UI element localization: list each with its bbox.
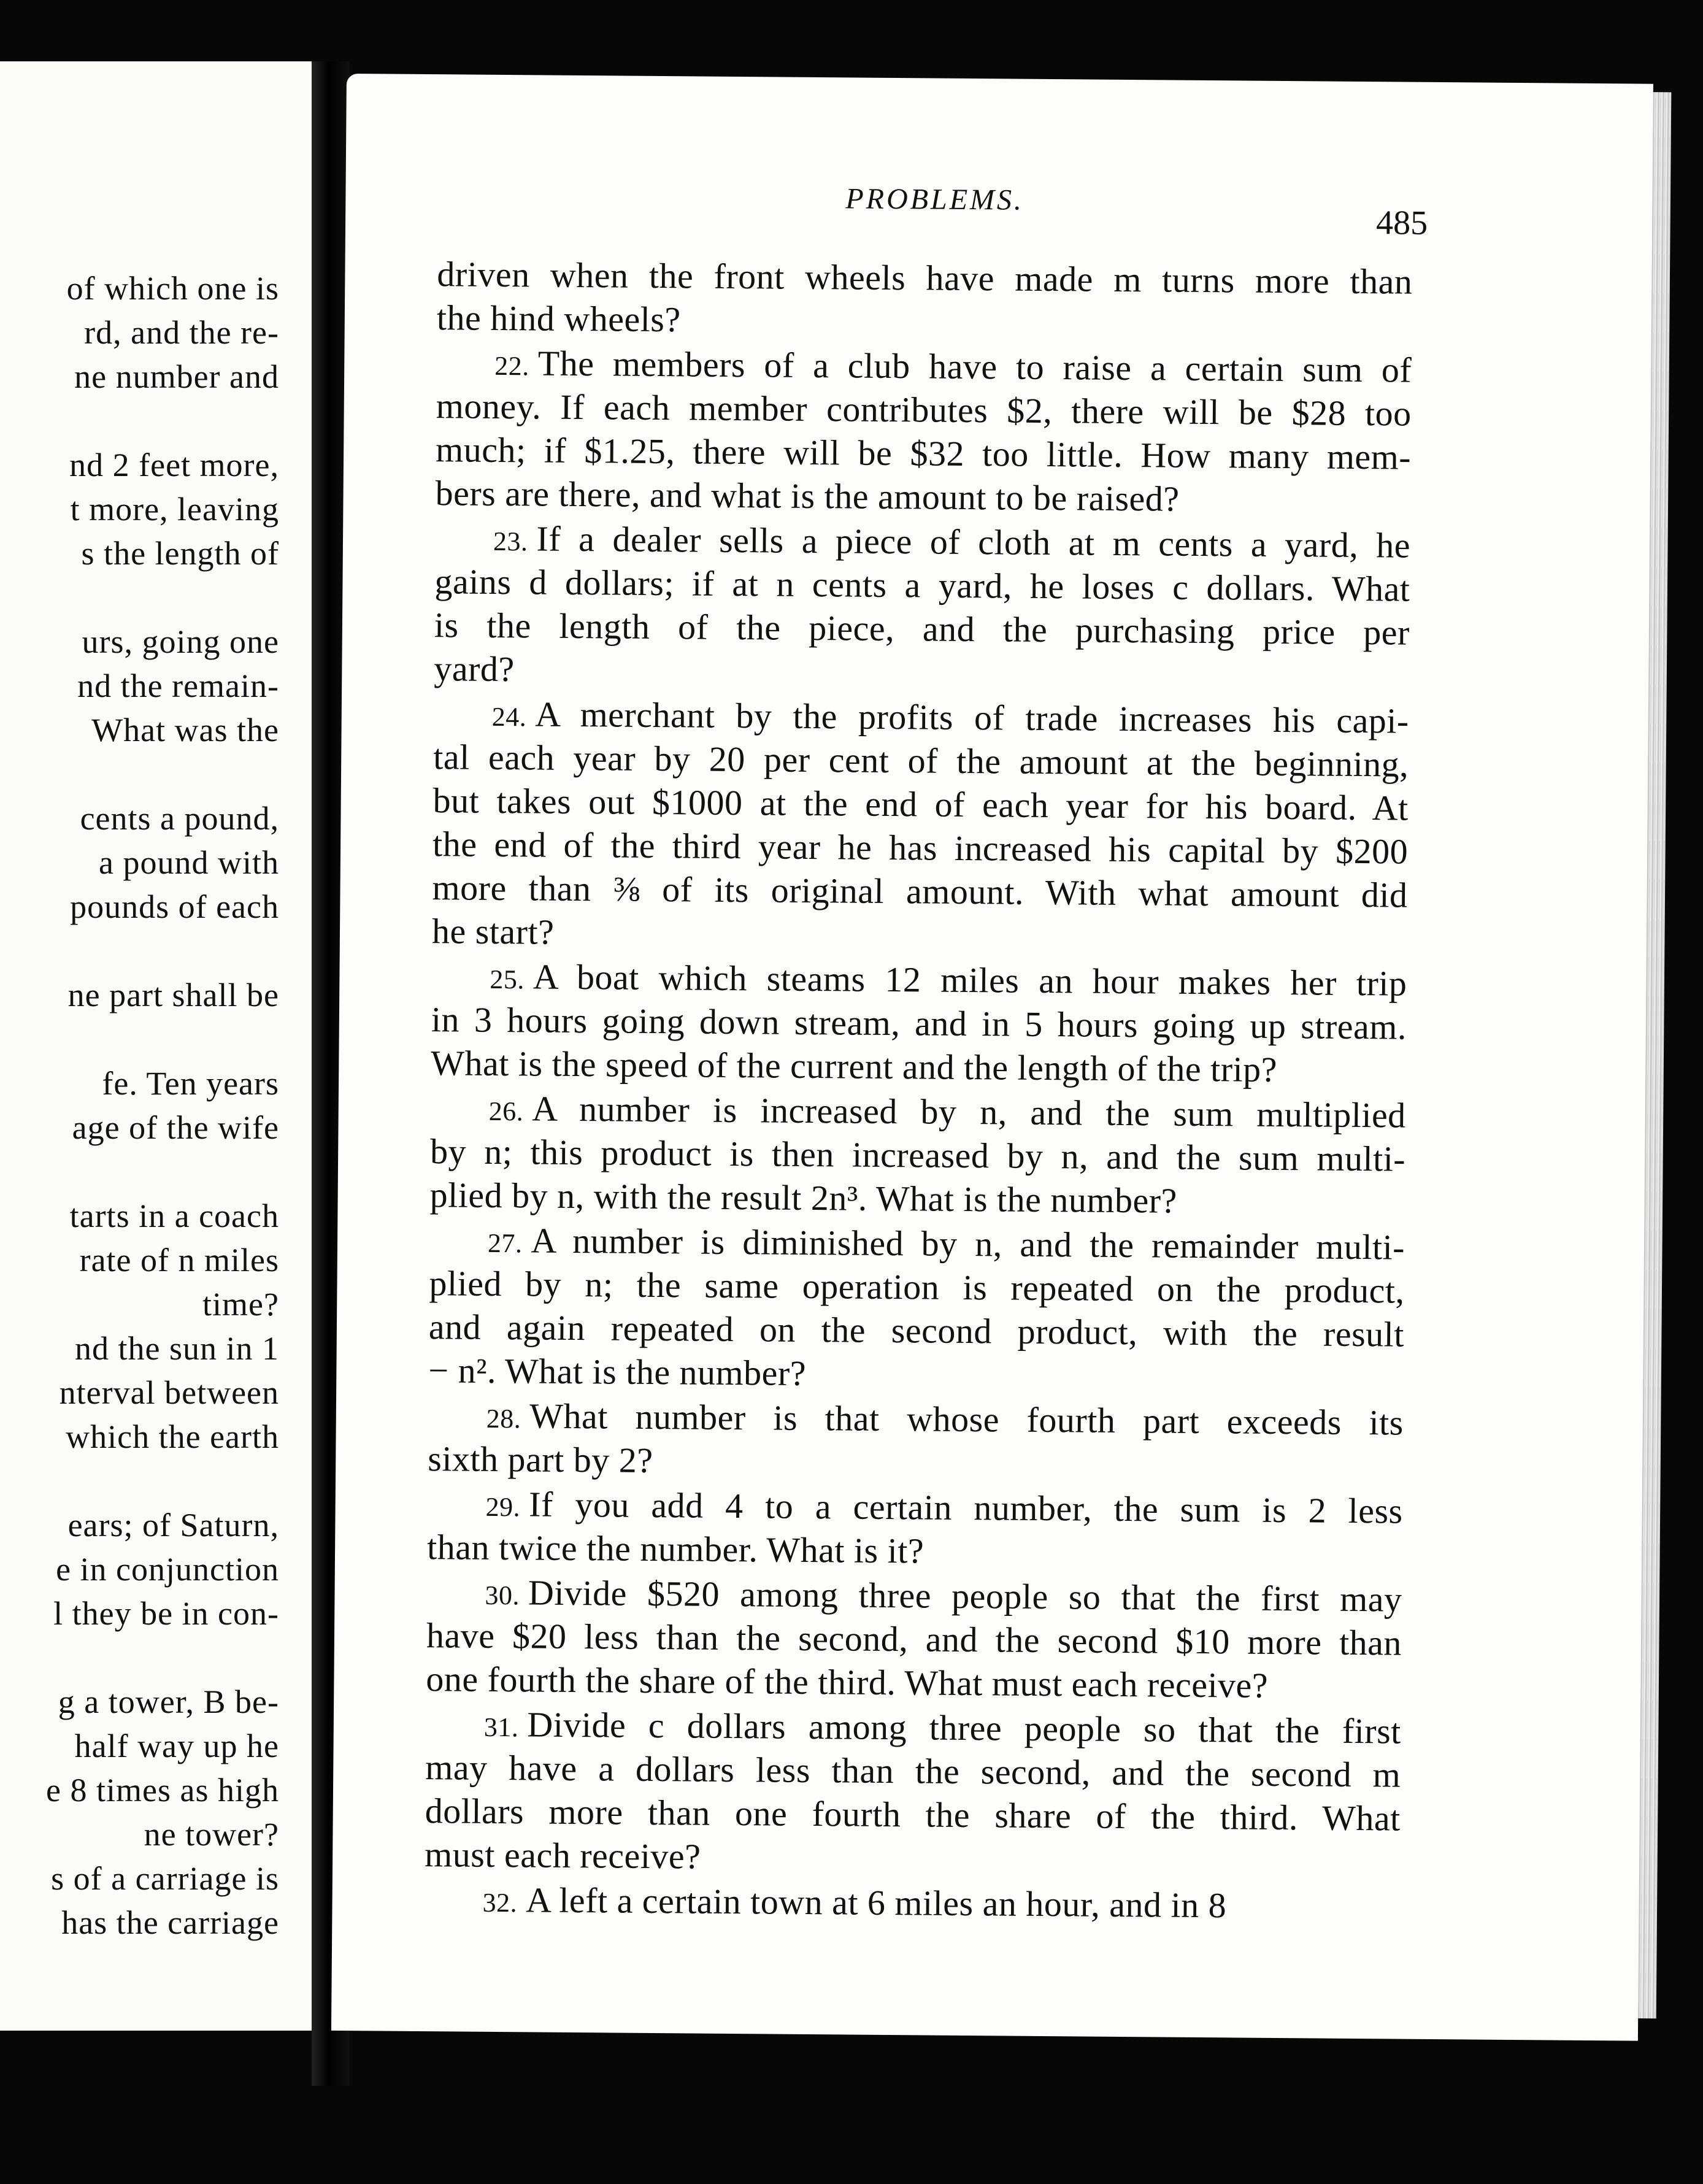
left-page-line: fe. Ten years: [102, 1065, 279, 1102]
left-page-line: a pound with: [99, 844, 279, 881]
problem-text: A number is increased by n, and the sum multiplied: [532, 1088, 1406, 1136]
left-page-line: e in conjunction: [56, 1551, 279, 1588]
problem: [427, 1482, 1403, 1576]
problem-text: have $20 less than the second, and the second $10 more than: [426, 1615, 1402, 1663]
left-page-line: tarts in a coach: [69, 1198, 279, 1234]
problem-line: [425, 1832, 1401, 1883]
problem-text: plied by n; the same operation is repeated on the product,: [429, 1263, 1405, 1311]
problem: [424, 1877, 1400, 1928]
left-page-line: ne part shall be: [67, 977, 279, 1013]
problem-line: [434, 647, 1410, 698]
problem-text: tal each year by 20 per cent of the amount at the beginning,: [433, 737, 1409, 785]
problem-text: The members of a club have to raise a certain sum of: [537, 343, 1412, 390]
left-page-line: g a tower, B be-: [58, 1683, 279, 1720]
problem-text: A boat which steams 12 miles an hour makes her trip: [532, 956, 1407, 1004]
problem-number: 29.: [485, 1491, 521, 1523]
problem-line: [433, 735, 1409, 786]
problem-number: 26.: [488, 1096, 524, 1127]
problem-text: sixth part by 2?: [428, 1439, 653, 1480]
problem-text: the end of the third year he has increased his capital by $200: [432, 824, 1409, 872]
problem-line: [436, 340, 1412, 391]
left-page-line: t more, leaving: [70, 491, 279, 528]
problems-body: [424, 252, 1412, 1929]
left-page-line: nd the sun in 1: [75, 1330, 279, 1367]
problem-line: [426, 1570, 1402, 1621]
problem-line: [429, 1261, 1405, 1312]
problem: [429, 1086, 1406, 1224]
problem-text: If a dealer sells a piece of cloth at m cents a yard, he: [536, 518, 1411, 566]
left-page-line: cents a pound,: [80, 800, 279, 837]
problem-line: [435, 471, 1411, 522]
problem-number: 31.: [483, 1712, 519, 1743]
left-page-line: urs, going one: [82, 623, 279, 660]
problem-line: [426, 1702, 1402, 1753]
left-page-line: age of the wife: [72, 1109, 279, 1146]
problem-text: in 3 hours going down stream, and in 5 hours going up stream.: [431, 999, 1407, 1047]
problem-line: [426, 1657, 1402, 1708]
problem-number: 27.: [487, 1228, 523, 1259]
problem-line: [428, 1437, 1404, 1488]
problem-text: one fourth the share of the third. What must each receive?: [426, 1659, 1269, 1705]
problem-line: [429, 1305, 1405, 1356]
problem-line: [429, 1218, 1405, 1269]
page-number: 485: [1375, 204, 1428, 242]
problem-line: [437, 296, 1413, 347]
problem-line: [436, 384, 1412, 435]
left-page-line: s of a carriage is: [51, 1860, 279, 1897]
left-page-line: has the carriage: [61, 1904, 279, 1941]
problem-text: may have a dollars less than the second, and the second m: [425, 1747, 1401, 1795]
left-page-line: nterval between: [59, 1374, 279, 1411]
problem-text: he start?: [431, 911, 555, 952]
problem-line: [424, 1877, 1400, 1928]
problem-text: Divide $520 among three people so that the first may: [528, 1572, 1402, 1620]
left-page-fragment: [0, 61, 322, 2031]
problem: [437, 252, 1413, 347]
left-page-line: rate of n miles: [79, 1242, 279, 1278]
problem-text: is the length of the piece, and the purchasing price per: [434, 605, 1410, 653]
left-page-line: of which one is: [66, 270, 279, 307]
problem-number: 24.: [491, 701, 527, 732]
problem: [425, 1702, 1401, 1883]
problem-line: [437, 252, 1413, 303]
problem-text: A merchant by the profits of trade increases his capi-: [535, 694, 1410, 741]
problem-number: 23.: [493, 526, 528, 557]
problem-line: [426, 1613, 1402, 1664]
problem-line: [425, 1745, 1401, 1796]
problem-text: What is the speed of the current and the length of the trip?: [431, 1043, 1278, 1090]
problem-text: − n². What is the number?: [428, 1350, 807, 1393]
problem-line: [432, 779, 1409, 829]
problem-number: 28.: [486, 1403, 521, 1434]
problem-line: [429, 1173, 1405, 1224]
problem-text: must each receive?: [424, 1834, 701, 1877]
problem-text: A number is diminished by n, and the remainder multi-: [531, 1220, 1405, 1267]
problem: [432, 691, 1409, 960]
problem-text: What number is that whose fourth part exceeds its: [529, 1396, 1404, 1443]
problem-text: by n; this product is then increased by n, and the sum multi-: [429, 1131, 1406, 1179]
problem-number: 25.: [490, 964, 525, 995]
problem-line: [427, 1525, 1403, 1576]
problem-text: much; if $1.25, there will be $32 too little. How many mem-: [435, 429, 1412, 477]
problem-line: [428, 1393, 1404, 1444]
problem-number: 32.: [482, 1887, 518, 1918]
problem-number: 22.: [494, 350, 529, 382]
problem-line: [431, 954, 1407, 1005]
left-page-line: e 8 times as high: [46, 1772, 279, 1809]
problem-number: 30.: [485, 1580, 520, 1611]
problem-text: money. If each member contributes $2, there will be $28 too: [436, 386, 1412, 434]
problem-text: Divide c dollars among three people so that the first: [527, 1704, 1402, 1751]
left-page-line: ne number and: [74, 358, 279, 395]
problem-line: [436, 428, 1412, 479]
problem-text: If you add 4 to a certain number, the sum is 2 less: [528, 1484, 1403, 1531]
problem: [428, 1393, 1404, 1488]
left-page-line: ne tower?: [144, 1816, 279, 1853]
left-page-line: which the earth: [66, 1418, 279, 1455]
left-page-line: time?: [202, 1286, 279, 1323]
problem-text: driven when the front wheels have made m turns more than: [437, 254, 1413, 302]
problem-line: [434, 691, 1410, 742]
problem-text: A left a certain town at 6 miles an hour, and in 8: [525, 1880, 1227, 1926]
problem-line: [425, 1789, 1401, 1840]
problem: [431, 954, 1407, 1092]
problem-line: [431, 998, 1407, 1048]
problem-text: but takes out $1000 at the end of each year for his board. At: [432, 780, 1409, 828]
problem-text: plied by n, with the result 2n³. What is the number?: [429, 1175, 1178, 1221]
left-page-line: What was the: [91, 712, 279, 748]
problem-line: [434, 603, 1410, 654]
problem-line: [430, 1086, 1406, 1137]
problem-text: and again repeated on the second product, with the result: [428, 1307, 1405, 1355]
problem-line: [427, 1482, 1403, 1532]
left-page-line: rd, and the re-: [84, 314, 279, 351]
problem-line: [428, 1348, 1404, 1399]
problem: [435, 340, 1412, 522]
running-head: PROBLEMS.: [845, 182, 1024, 217]
left-page-line: nd the remain-: [77, 667, 279, 704]
problem-text: more than ⅜ of its original amount. With what amount did: [432, 867, 1408, 915]
problem-line: [434, 559, 1410, 610]
problem-line: [432, 822, 1409, 873]
left-page-line: nd 2 feet more,: [69, 447, 279, 483]
problem-text: than twice the number. What is it?: [426, 1527, 925, 1571]
left-page-line: pounds of each: [70, 888, 279, 925]
problem-line: [431, 1041, 1407, 1092]
right-page: [331, 74, 1653, 2041]
problem: [426, 1570, 1402, 1708]
problem-text: dollars more than one fourth the share of the third. What: [425, 1791, 1401, 1839]
problem-line: [430, 1129, 1406, 1180]
left-page-line: ears; of Saturn,: [67, 1507, 279, 1544]
problem-line: [432, 866, 1408, 917]
problem: [434, 516, 1410, 698]
problem-line: [435, 516, 1411, 567]
problem-text: the hind wheels?: [436, 298, 681, 340]
left-page-line: half way up he: [74, 1728, 279, 1764]
problem-text: gains d dollars; if at n cents a yard, he loses c dollars. What: [434, 561, 1410, 609]
problem-text: bers are there, and what is the amount to be raised?: [435, 473, 1180, 519]
problem-text: yard?: [434, 648, 515, 690]
problem-line: [432, 909, 1408, 960]
left-page-line: s the length of: [81, 535, 279, 572]
left-page-line: l they be in con-: [53, 1595, 279, 1632]
problem: [428, 1218, 1405, 1399]
